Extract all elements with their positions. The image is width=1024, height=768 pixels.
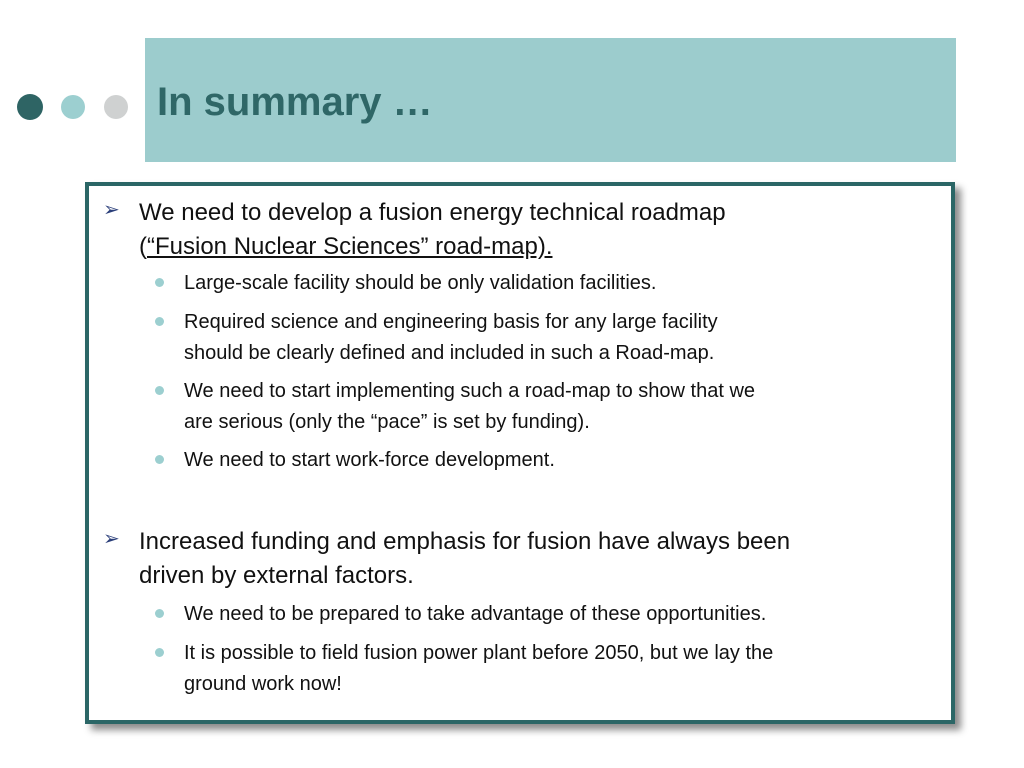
arrow-bullet-icon: ➢ [103, 528, 120, 550]
light-teal-dot [61, 95, 85, 119]
round-bullet-icon [155, 609, 164, 618]
sub-bullet-line: We need to be prepared to take advantage of these opportunities. [184, 603, 767, 625]
main-bullet-2-text [139, 525, 937, 593]
round-bullet-icon [155, 317, 164, 326]
sub-bullet-line: Required science and engineering basis for any large facility [184, 311, 718, 333]
round-bullet-icon [155, 386, 164, 395]
roadmap-link[interactable]: “Fusion Nuclear Sciences” road-map). [147, 233, 553, 260]
round-bullet-icon [155, 455, 164, 464]
content-box [85, 182, 955, 724]
main-bullet-2-line-1: Increased funding and emphasis for fusion have always been [139, 528, 791, 555]
sub-bullet-line: should be clearly defined and included in such a Road-map. [184, 342, 715, 364]
sub-bullet-line: We need to start work-force development. [184, 449, 555, 471]
round-bullet-icon [155, 278, 164, 287]
grey-dot [104, 95, 128, 119]
sub-bullet-line: are serious (only the “pace” is set by funding). [184, 411, 590, 433]
main-bullet-1-line-1: We need to develop a fusion energy technical roadmap [139, 199, 726, 226]
dark-teal-dot [17, 94, 43, 120]
sub-bullet-line: ground work now! [184, 673, 342, 695]
round-bullet-icon [155, 648, 164, 657]
sub-bullet-line: It is possible to field fusion power plant before 2050, but we lay the [184, 642, 774, 664]
slide-title: In summary … [157, 80, 433, 124]
arrow-bullet-icon: ➢ [103, 199, 120, 221]
main-bullet-1-line-2: (“Fusion Nuclear Sciences” road-map). [139, 233, 553, 260]
sub-bullet-line: We need to start implementing such a road-map to show that we [184, 380, 756, 402]
main-bullet-2-line-2: driven by external factors. [139, 562, 414, 589]
main-bullet-1-text [139, 196, 937, 264]
sub-bullet-line: Large-scale facility should be only validation facilities. [184, 272, 657, 294]
